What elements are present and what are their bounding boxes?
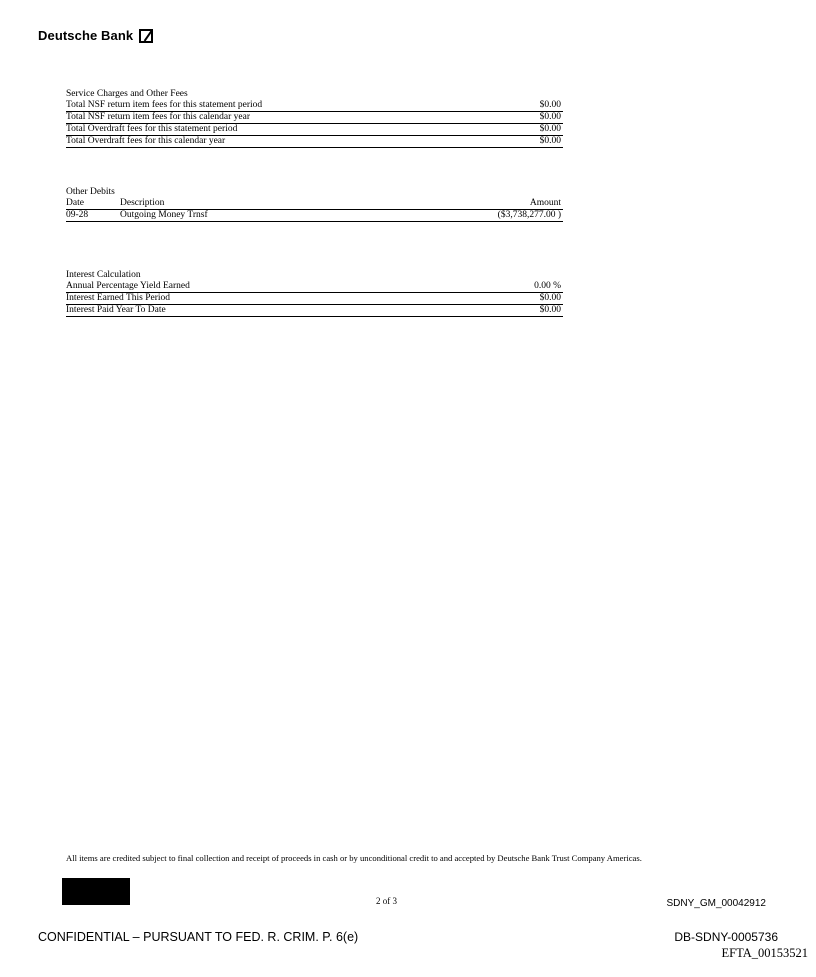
amount-column-header: Amount <box>529 198 561 208</box>
fee-amount: $0.00 <box>539 124 561 134</box>
bank-name: Deutsche Bank <box>38 28 134 43</box>
interest-label: Annual Percentage Yield Earned <box>66 281 190 291</box>
fee-label: Total Overdraft fees for this calendar year <box>66 136 226 146</box>
table-row <box>66 281 563 293</box>
bank-logo <box>38 28 153 43</box>
table-row <box>66 124 563 136</box>
fee-label: Total Overdraft fees for this statement period <box>66 124 238 134</box>
interest-section <box>66 269 563 317</box>
credit-disclaimer: All items are credited subject to final collection and receipt of proceeds in cash or by unconditional credit to and accepted by Deutsche Bank Trust Company Americas. <box>66 853 642 863</box>
fee-label: Total NSF return item fees for this statement period <box>66 100 263 110</box>
page-number: 2 of 3 <box>376 896 397 906</box>
service-charges-title: Service Charges and Other Fees <box>66 89 188 99</box>
debit-date: 09-28 <box>66 210 89 220</box>
date-column-header: Date <box>66 198 84 208</box>
interest-amount: $0.00 <box>539 293 561 303</box>
fee-label: Total NSF return item fees for this calendar year <box>66 112 250 122</box>
interest-title: Interest Calculation <box>66 270 141 280</box>
debit-amount: ($3,738,277.00 ) <box>497 210 561 220</box>
redaction-box <box>62 878 130 905</box>
table-row <box>66 293 563 305</box>
service-charges-section <box>66 88 563 148</box>
deutsche-bank-slash-logo-icon <box>139 29 153 43</box>
sdny-gm-reference: SDNY_GM_00042912 <box>666 898 766 909</box>
confidential-notice: CONFIDENTIAL – PURSUANT TO FED. R. CRIM. P. 6(e) <box>38 930 359 944</box>
interest-amount: $0.00 <box>539 305 561 315</box>
table-row <box>66 136 563 148</box>
debit-description: Outgoing Money Trnsf <box>120 210 208 220</box>
fee-amount: $0.00 <box>539 100 561 110</box>
interest-label: Interest Paid Year To Date <box>66 305 166 315</box>
table-row <box>66 210 563 222</box>
other-debits-section <box>66 186 563 222</box>
table-row <box>66 305 563 317</box>
table-row <box>66 112 563 124</box>
description-column-header: Description <box>120 198 165 208</box>
db-sdny-reference: DB-SDNY-0005736 <box>674 930 778 944</box>
table-row <box>66 100 563 112</box>
efta-reference: EFTA_00153521 <box>721 946 808 960</box>
fee-amount: $0.00 <box>539 112 561 122</box>
fee-amount: $0.00 <box>539 136 561 146</box>
interest-label: Interest Earned This Period <box>66 293 171 303</box>
interest-amount: 0.00 % <box>534 281 561 291</box>
other-debits-title: Other Debits <box>66 187 115 197</box>
other-debits-header-row <box>66 198 563 210</box>
